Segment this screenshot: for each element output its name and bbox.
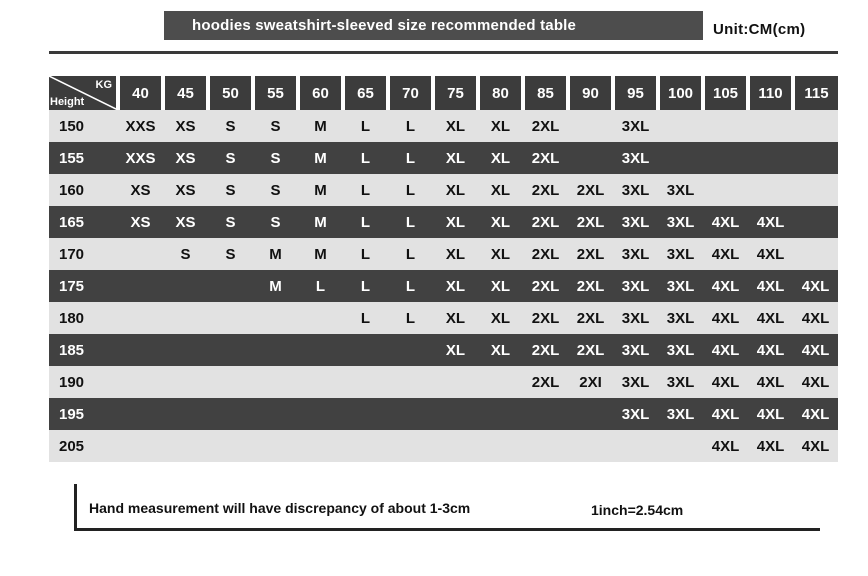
weight-header-cell: 55 [253, 76, 298, 110]
weight-header-cell: 95 [613, 76, 658, 110]
size-cell: 2XL [568, 334, 613, 366]
size-cell: 4XL [748, 302, 793, 334]
weight-axis-label: KG [95, 79, 112, 91]
table-row [49, 110, 838, 142]
size-cell [163, 430, 208, 462]
size-cell: XS [163, 142, 208, 174]
size-cell: L [388, 206, 433, 238]
size-cell: 4XL [748, 334, 793, 366]
size-cell: S [208, 238, 253, 270]
size-cell [253, 398, 298, 430]
height-cell: 175 [49, 270, 118, 302]
size-cell: 2XL [523, 302, 568, 334]
table-row [49, 430, 838, 462]
table-row [49, 206, 838, 238]
size-cell: 4XL [793, 302, 838, 334]
size-cell [388, 398, 433, 430]
size-cell: 3XL [613, 334, 658, 366]
size-cell: 3XL [658, 334, 703, 366]
size-cell: L [343, 270, 388, 302]
size-cell [118, 302, 163, 334]
size-cell: XL [478, 142, 523, 174]
height-cell: 165 [49, 206, 118, 238]
size-cell: S [208, 206, 253, 238]
size-cell: 4XL [703, 302, 748, 334]
size-cell: 3XL [658, 206, 703, 238]
size-cell [433, 430, 478, 462]
size-cell [703, 174, 748, 206]
size-cell: 2XL [568, 206, 613, 238]
weight-header-cell: 110 [748, 76, 793, 110]
size-cell [433, 366, 478, 398]
size-cell: 3XL [658, 174, 703, 206]
size-cell: 4XL [793, 366, 838, 398]
table-row [49, 302, 838, 334]
weight-header-cell: 65 [343, 76, 388, 110]
size-cell: XL [478, 206, 523, 238]
weight-header-cell: 70 [388, 76, 433, 110]
size-cell [793, 206, 838, 238]
size-cell [748, 142, 793, 174]
height-cell: 190 [49, 366, 118, 398]
size-cell [568, 398, 613, 430]
size-cell [658, 110, 703, 142]
size-cell: S [208, 174, 253, 206]
size-cell [118, 270, 163, 302]
size-cell: XS [118, 206, 163, 238]
size-cell: XL [478, 270, 523, 302]
size-cell [388, 366, 433, 398]
size-cell [748, 174, 793, 206]
table-row [49, 334, 838, 366]
size-cell [298, 334, 343, 366]
size-cell: 4XL [748, 366, 793, 398]
size-cell [298, 430, 343, 462]
height-axis-label: Height [50, 96, 85, 108]
size-cell [253, 430, 298, 462]
size-cell: 4XL [703, 366, 748, 398]
size-cell: 2XL [568, 302, 613, 334]
size-cell: 4XL [748, 270, 793, 302]
size-cell [163, 366, 208, 398]
size-cell [253, 302, 298, 334]
size-cell: 2XL [523, 206, 568, 238]
size-cell [478, 430, 523, 462]
size-cell: 3XL [613, 270, 658, 302]
size-cell: 3XL [613, 238, 658, 270]
size-cell: M [298, 110, 343, 142]
size-cell [658, 430, 703, 462]
size-cell [568, 110, 613, 142]
size-cell: 2XL [523, 334, 568, 366]
size-cell: S [253, 110, 298, 142]
table-title: hoodies sweatshirt-sleeved size recommended table [164, 11, 703, 40]
height-cell: 205 [49, 430, 118, 462]
size-cell [208, 270, 253, 302]
size-cell: 4XL [703, 206, 748, 238]
size-cell [658, 142, 703, 174]
size-cell: 4XL [703, 430, 748, 462]
size-cell: 3XL [658, 366, 703, 398]
size-cell: 3XL [613, 110, 658, 142]
size-cell [118, 398, 163, 430]
size-cell [253, 366, 298, 398]
size-cell: L [298, 270, 343, 302]
size-cell: 4XL [793, 430, 838, 462]
unit-label: Unit:CM(cm) [713, 21, 806, 38]
size-cell: 2XL [568, 270, 613, 302]
size-cell [793, 110, 838, 142]
weight-header-cell: 115 [793, 76, 838, 110]
size-cell: 2XL [523, 270, 568, 302]
size-cell [118, 334, 163, 366]
size-cell: 2XL [523, 366, 568, 398]
size-cell: L [343, 302, 388, 334]
weight-header-cell: 75 [433, 76, 478, 110]
size-cell: XS [118, 174, 163, 206]
size-cell: M [253, 238, 298, 270]
size-cell: 4XL [748, 206, 793, 238]
weight-header-cell: 60 [298, 76, 343, 110]
size-cell [568, 430, 613, 462]
size-cell: L [343, 110, 388, 142]
size-cell: 4XL [703, 270, 748, 302]
size-cell [793, 174, 838, 206]
size-cell [298, 302, 343, 334]
size-cell: L [388, 238, 433, 270]
table-row [49, 270, 838, 302]
size-cell [208, 334, 253, 366]
size-cell: 4XL [793, 270, 838, 302]
weight-header-cell: 40 [118, 76, 163, 110]
size-cell [433, 398, 478, 430]
size-cell: 4XL [748, 398, 793, 430]
corner-cell [49, 76, 118, 110]
size-cell: XL [478, 174, 523, 206]
size-cell: L [388, 110, 433, 142]
size-cell: 4XL [703, 334, 748, 366]
size-cell: 2XL [523, 238, 568, 270]
size-cell [793, 142, 838, 174]
size-cell: XL [433, 142, 478, 174]
size-cell: XS [163, 110, 208, 142]
measurement-note: Hand measurement will have discrepancy of about 1-3cm [89, 500, 471, 516]
size-cell: L [343, 206, 388, 238]
size-cell: XL [478, 334, 523, 366]
size-cell [703, 110, 748, 142]
size-cell: XL [433, 270, 478, 302]
size-cell: S [253, 206, 298, 238]
size-cell: L [388, 302, 433, 334]
size-cell: M [298, 142, 343, 174]
size-cell: 4XL [703, 238, 748, 270]
size-cell: 3XL [613, 206, 658, 238]
size-cell [208, 366, 253, 398]
size-cell: 3XL [613, 174, 658, 206]
size-cell: XXS [118, 110, 163, 142]
size-table [49, 76, 838, 462]
size-cell [613, 430, 658, 462]
size-cell: XL [433, 334, 478, 366]
inch-conversion: 1inch=2.54cm [591, 502, 684, 518]
size-cell: XL [433, 110, 478, 142]
size-cell [478, 366, 523, 398]
weight-header-cell: 50 [208, 76, 253, 110]
size-cell [208, 430, 253, 462]
size-cell [163, 334, 208, 366]
size-cell: 3XL [658, 238, 703, 270]
size-cell: 3XL [613, 366, 658, 398]
size-cell [118, 366, 163, 398]
size-cell [118, 430, 163, 462]
size-cell [568, 142, 613, 174]
size-cell: XS [163, 206, 208, 238]
size-cell: 2XL [568, 174, 613, 206]
height-cell: 150 [49, 110, 118, 142]
height-cell: 180 [49, 302, 118, 334]
size-cell: L [388, 270, 433, 302]
size-cell: 4XL [748, 430, 793, 462]
size-cell: 2XL [523, 110, 568, 142]
size-cell: 2XI [568, 366, 613, 398]
size-cell: L [343, 142, 388, 174]
size-cell [343, 334, 388, 366]
size-cell: 4XL [793, 334, 838, 366]
size-cell: M [298, 238, 343, 270]
size-cell: XL [478, 110, 523, 142]
size-cell: XL [433, 206, 478, 238]
size-cell [298, 366, 343, 398]
size-cell: 2XL [523, 174, 568, 206]
size-cell [163, 270, 208, 302]
size-cell [343, 398, 388, 430]
size-cell [208, 398, 253, 430]
size-cell: S [208, 142, 253, 174]
size-cell: M [298, 206, 343, 238]
height-cell: 155 [49, 142, 118, 174]
size-cell: S [163, 238, 208, 270]
size-cell [523, 398, 568, 430]
table-row [49, 366, 838, 398]
size-cell [343, 366, 388, 398]
size-cell: L [388, 142, 433, 174]
weight-header-cell: 85 [523, 76, 568, 110]
size-cell: 4XL [793, 398, 838, 430]
weight-header-cell: 90 [568, 76, 613, 110]
size-cell: XL [478, 302, 523, 334]
size-cell: 3XL [613, 398, 658, 430]
table-row [49, 238, 838, 270]
size-cell [208, 302, 253, 334]
size-cell [793, 238, 838, 270]
table-row [49, 174, 838, 206]
size-cell: S [253, 142, 298, 174]
size-cell [523, 430, 568, 462]
size-cell [703, 142, 748, 174]
size-cell [298, 398, 343, 430]
size-cell [388, 334, 433, 366]
size-cell: 3XL [658, 302, 703, 334]
size-cell: L [343, 238, 388, 270]
table-row [49, 142, 838, 174]
table-row [49, 398, 838, 430]
size-cell: XXS [118, 142, 163, 174]
size-cell: L [388, 174, 433, 206]
size-cell: 4XL [748, 238, 793, 270]
size-cell: 3XL [613, 142, 658, 174]
size-cell: 3XL [658, 398, 703, 430]
height-cell: 160 [49, 174, 118, 206]
height-cell: 170 [49, 238, 118, 270]
size-cell: XL [433, 238, 478, 270]
size-cell: L [343, 174, 388, 206]
size-cell: 2XL [523, 142, 568, 174]
weight-header-cell: 45 [163, 76, 208, 110]
divider [49, 51, 838, 54]
size-cell: S [208, 110, 253, 142]
size-cell: 3XL [613, 302, 658, 334]
size-cell [163, 302, 208, 334]
size-cell: XL [433, 302, 478, 334]
size-cell [343, 430, 388, 462]
size-cell [163, 398, 208, 430]
size-cell [118, 238, 163, 270]
size-cell [748, 110, 793, 142]
size-cell: M [298, 174, 343, 206]
height-cell: 195 [49, 398, 118, 430]
weight-header-cell: 105 [703, 76, 748, 110]
weight-header-cell: 80 [478, 76, 523, 110]
size-cell: 3XL [658, 270, 703, 302]
size-cell [253, 334, 298, 366]
size-cell: M [253, 270, 298, 302]
size-cell [388, 430, 433, 462]
size-cell [478, 398, 523, 430]
weight-header-cell: 100 [658, 76, 703, 110]
size-cell: 2XL [568, 238, 613, 270]
size-cell: 4XL [703, 398, 748, 430]
size-cell: XS [163, 174, 208, 206]
header-row [49, 76, 838, 110]
height-cell: 185 [49, 334, 118, 366]
size-cell: XL [478, 238, 523, 270]
size-cell: S [253, 174, 298, 206]
size-cell: XL [433, 174, 478, 206]
